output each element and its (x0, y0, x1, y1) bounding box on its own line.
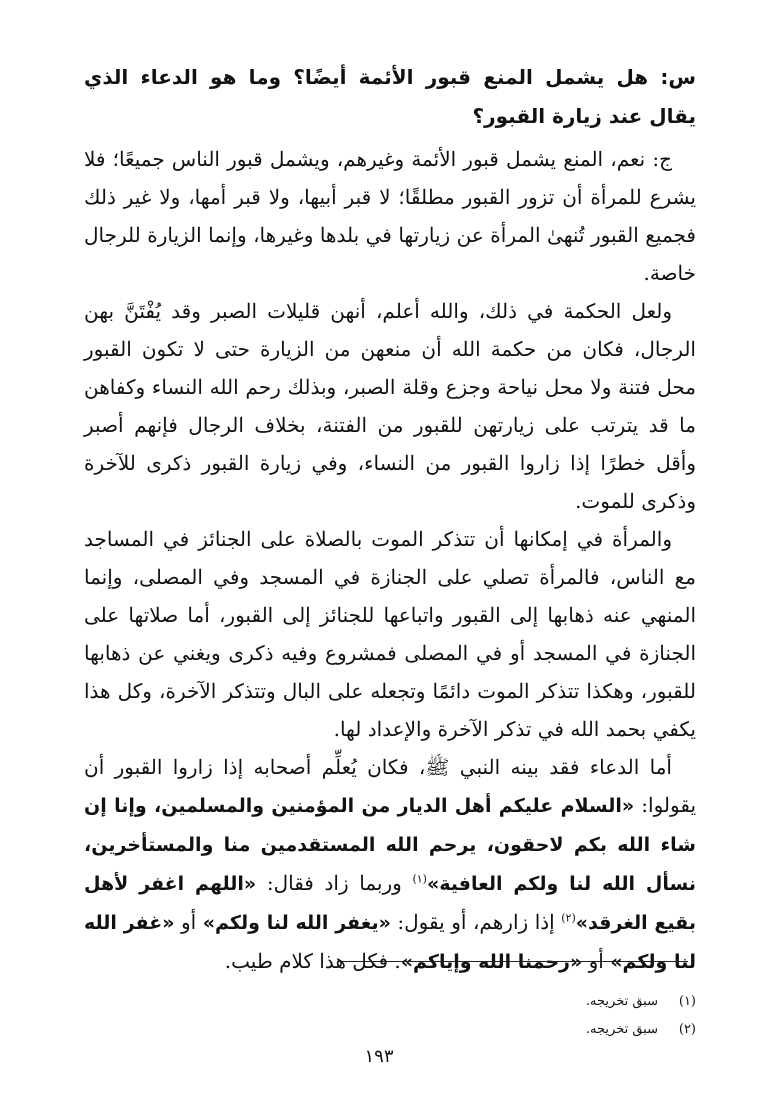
dua-mid-2: إذا زارهم، أو يقول: (390, 910, 562, 934)
dua-intro: أما الدعاء فقد بينه النبي ﷺ، فكان يُعلِّم أصحابه إذا زاروا القبور أن يقولوا: (84, 755, 697, 817)
question-heading: س: هل يشمل المنع قبور الأئمة أيضًا؟ وما هو الدعاء الذي يقال عند زيارة القبور؟ (84, 65, 696, 128)
dua-rahimana: «رحمنا الله وإياكم» (400, 951, 583, 973)
dua-baqi: «اللهم اغفر لأهل بقيع الغرقد» (84, 873, 696, 934)
page-number: ١٩٣ (364, 1046, 394, 1067)
footnote-ref-2[interactable]: (٢) (561, 911, 576, 925)
dua-end: . فكل هذا كلام طيب. (224, 949, 401, 973)
wisdom-paragraph: ولعل الحكمة في ذلك، والله أعلم، أنهن قليلات الصبر وقد يُفْتَنَّ بهن الرجال، فكان من حكمة الله أن منعهن من الزيارة حتى لا تكون القبور محل فتنة ولا محل نياحة وجزع وقلة الصبر، وبذلك رحم الله النساء وكفاهن ما قد يترتب على زيارتهن للقبور من الفتنة، بخلاف الرجال فإنهم أصبر وأقل خطرًا إذا زاروا القبور من النساء، وفي زيارة القبور ذكرى للآخرة وذكرى للموت. (84, 299, 696, 513)
main-text (84, 58, 696, 981)
footnote-text: سبق تخريجه. (585, 994, 658, 1009)
dua-ghafar: «غفر الله لنا ولكم» (84, 912, 696, 973)
footnote-2 (76, 1016, 696, 1044)
footnote-number: (٢) (678, 1022, 696, 1037)
footnote-divider (342, 961, 688, 962)
dua-paragraph (84, 748, 696, 981)
footnote-number: (١) (678, 994, 696, 1009)
dua-salam: «السلام عليكم أهل الديار من المؤمنين والمسلمين، وإنا إن شاء الله بكم لاحقون، يرحم الله المستقدمين منا والمستأخرين، نسأل الله لنا ولكم العافية» (84, 795, 696, 895)
dua-mid-1: وربما زاد فقال: (256, 871, 413, 895)
footnote-1 (76, 988, 696, 1016)
footnotes (76, 988, 696, 1044)
dua-yaghfir: «يغفر الله لنا ولكم» (202, 912, 391, 934)
footnote-ref-1[interactable]: (١) (412, 872, 427, 886)
answer-paragraph: ج: نعم، المنع يشمل قبور الأئمة وغيرهم، ويشمل قبور الناس جميعًا؛ فلا يشرع للمرأة أن تزور القبور مطلقًا؛ لا قبر أبيها، ولا قبر أمها، ولا غير ذلك فجميع القبور تُنهىٰ المرأة عن زيارتها في بلدها وغيرها، وإنما الزيارة للرجال خاصة. (84, 147, 696, 285)
women-prayer-paragraph: والمرأة في إمكانها أن تتذكر الموت بالصلاة على الجنائز في المساجد مع الناس، فالمرأة تصلي على الجنازة في المسجد وفي المصلى، وإنما المنهي عنه ذهابها إلى القبور واتباعها للجنائز إلى القبور، أما صلاتها على الجنازة في المسجد أو في المصلى فمشروع وفيه ذكرى ويغني عن ذهابها للقبور، وهكذا تتذكر الموت دائمًا وتجعله على البال وتتذكر الآخرة، وكل هذا يكفي بحمد الله في تذكر الآخرة والإعداد لها. (84, 527, 696, 741)
dua-or-2: أو (582, 949, 611, 973)
dua-or-1: أو (174, 910, 203, 934)
footnote-text: سبق تخريجه. (585, 1022, 658, 1037)
